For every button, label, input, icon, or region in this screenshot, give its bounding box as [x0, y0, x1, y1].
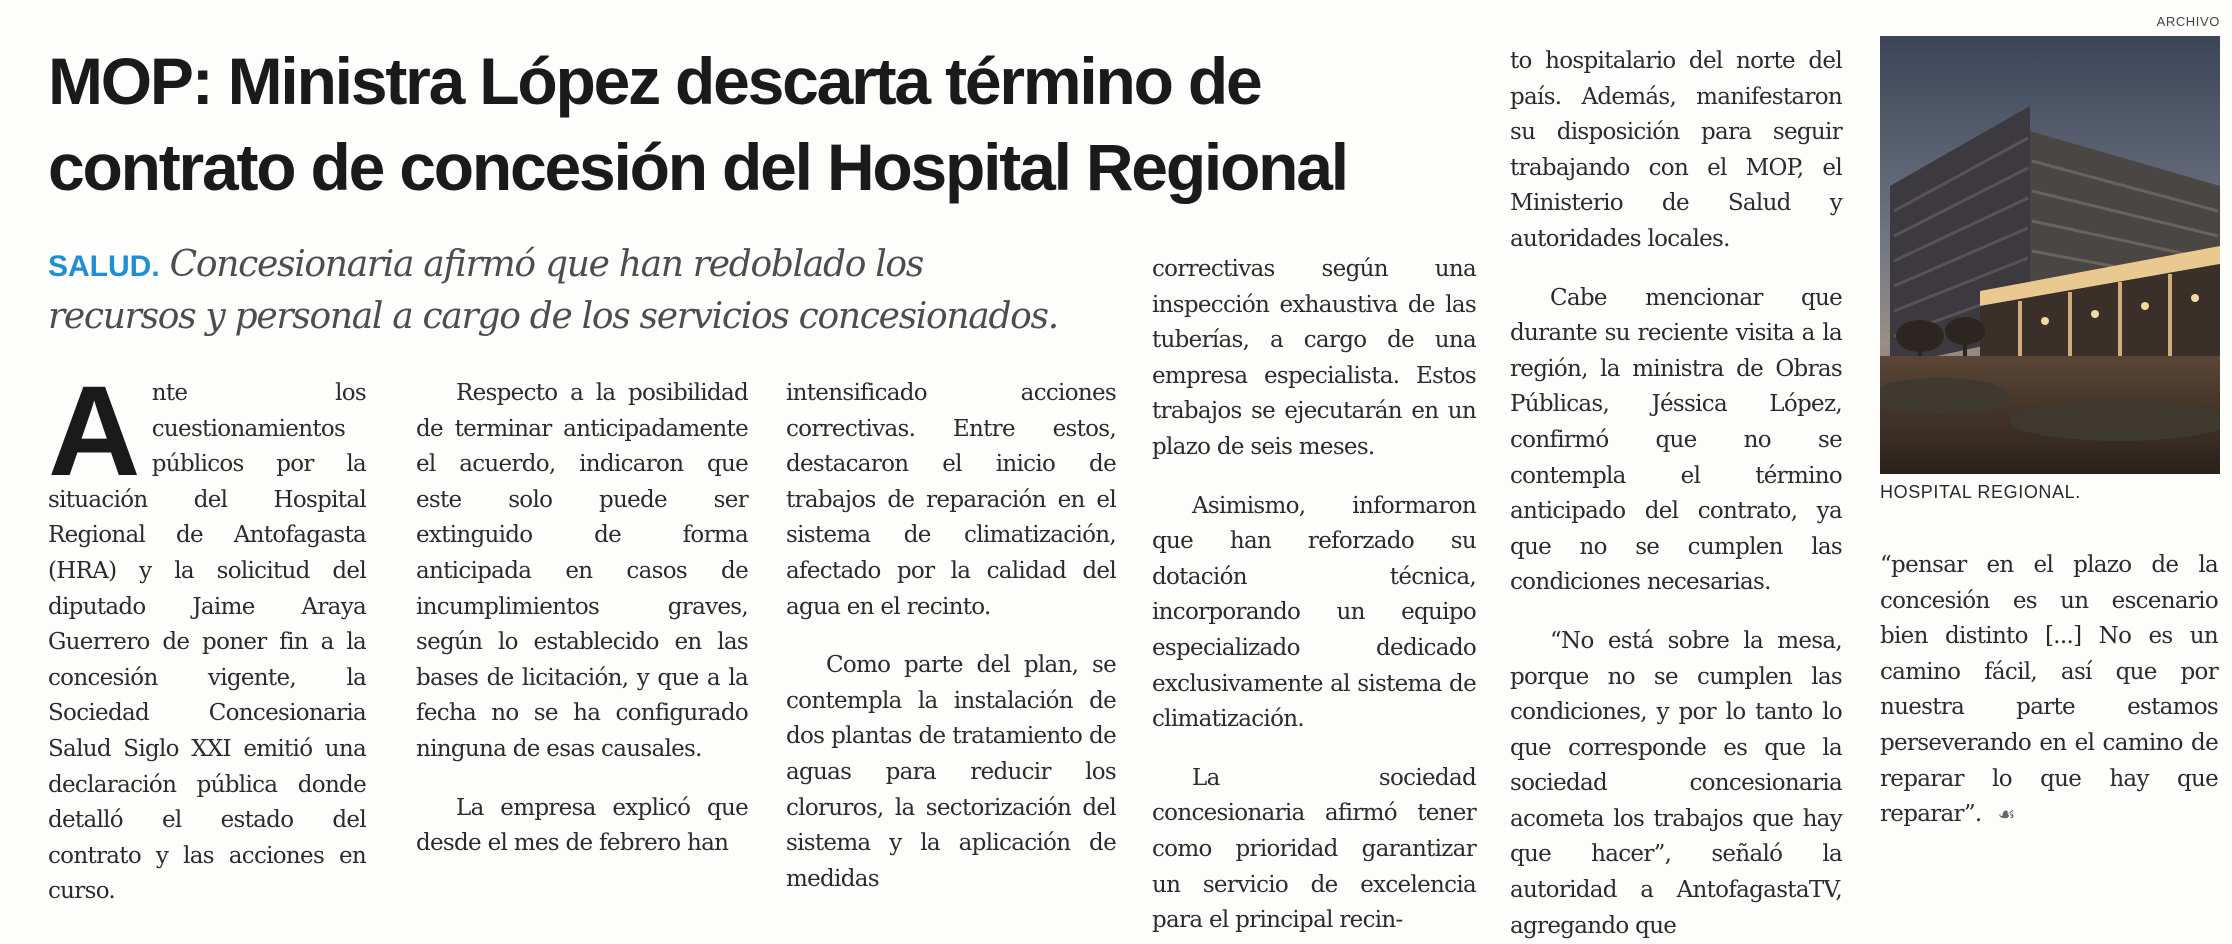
end-mark-icon: ☙ — [1997, 802, 2015, 827]
column-2 — [416, 376, 748, 862]
paragraph: intensificado acciones correctivas. Entre estos, destacaron el inicio de trabajos de reparación en el sistema de climatización, afectado por la calidad del agua en el recinto. — [786, 380, 1116, 620]
paragraph: to hospitalario del norte del país. Además, manifestaron su disposición para seguir trabajando con el MOP, el Ministerio de Salud y autoridades locales. — [1510, 48, 1842, 252]
photo-credit: ARCHIVO — [2156, 14, 2220, 29]
column-1 — [48, 360, 366, 910]
paragraph: correctivas según una inspección exhaustiva de las tuberías, a cargo de una empresa especialista. Estos trabajos se ejecutarán en un plazo de seis meses. — [1152, 256, 1476, 460]
paragraph: La empresa explicó que desde el mes de febrero han — [416, 794, 748, 857]
paragraph: Como parte del plan, se contempla la instalación de dos plantas de tratamiento de aguas para reducir los cloruros, la sectorización del sistema y la aplicación de medidas — [786, 652, 1116, 892]
headline-line-2: contrato de concesión del Hospital Regional — [48, 130, 1347, 204]
column-6 — [1880, 548, 2218, 833]
column-3 — [786, 376, 1116, 897]
hospital-photo — [1880, 36, 2220, 474]
paragraph: La sociedad concesionaria afirmó tener como prioridad garantizar un servicio de excelencia para el principal recin- — [1152, 764, 1476, 934]
deck — [48, 240, 1168, 342]
column-5 — [1510, 44, 1842, 944]
paragraph: “pensar en el plazo de la concesión es un escenario bien distinto [...] No es un camino fácil, así que por nuestra parte estamos perseverando en el camino de reparar lo que hay que reparar”. — [1880, 552, 2218, 828]
headline — [48, 38, 1488, 210]
deck-line-2: recursos y personal a cargo de los servicios concesionados. — [48, 296, 1058, 337]
photo-caption: HOSPITAL REGIONAL. — [1880, 482, 2081, 502]
deck-line-1: Concesionaria afirmó que han redoblado los — [169, 244, 923, 285]
column-4 — [1152, 252, 1476, 939]
paragraph: Cabe mencionar que durante su reciente visita a la región, la ministra de Obras Públicas, Jéssica López, confirmó que no se contempla el término anticipado del contrato, ya que no se cumplen las condiciones necesarias. — [1510, 284, 1842, 596]
paragraph: Asimismo, informaron que han reforzado su dotación técnica, incorporando un equipo especializado dedicado exclusivamente al sistema de climatización. — [1152, 492, 1476, 733]
headline-line-1: MOP: Ministra López descarta término de — [48, 44, 1261, 118]
section-label: SALUD. — [48, 250, 160, 283]
paragraph: Respecto a la posibilidad de terminar anticipadamente el acuerdo, indicaron que este solo puede ser extinguido de forma anticipada en casos de incumplimientos graves, según lo establecido en las bases de licitación, y que a la fecha no se ha configurado ninguna de esas causales. — [416, 380, 748, 762]
drop-cap: A — [48, 360, 140, 503]
paragraph: “No está sobre la mesa, porque no se cumplen las condiciones, y por lo tanto lo que corresponde es que la sociedad concesionaria acometa los trabajos que hay que hacer”, señaló la autoridad a AntofagastaTV, agregando que — [1510, 627, 1842, 939]
paragraph: nte los cuestionamientos públicos por la situación del Hospital Regional de Antofagasta (HRA) y la solicitud del diputado Jaime Araya Guerrero de poner fin a la concesión vigente, la Sociedad Concesionaria Salud Siglo XXI emitió una declaración pública donde detalló el estado del contrato y las acciones en curso. — [48, 380, 366, 905]
